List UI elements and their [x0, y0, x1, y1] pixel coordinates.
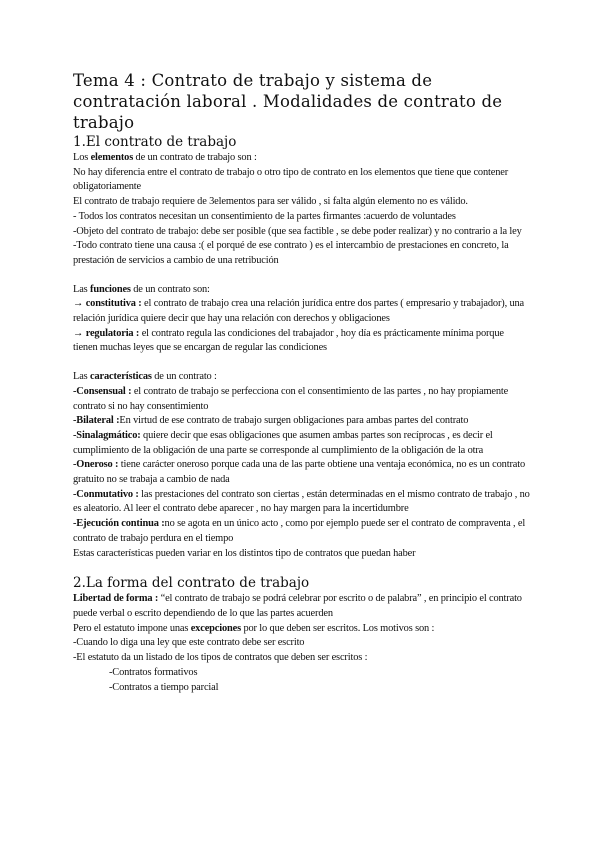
- characteristic-item: -Sinalagmático: quiere decir que esas obligaciones que asumen ambas partes son recíprocas , es decir el cumplimiento de la obligación de una parte se corresponde al cumplimiento de la obligación de la otra: [73, 429, 493, 456]
- functions-intro: Las funciones de un contrato son:: [73, 283, 210, 295]
- paragraph: - Todos los contratos necesitan un consentimiento de la partes firmantes :acuerdo de voluntades: [73, 210, 456, 222]
- exceptions-intro: Pero el estatuto impone unas excepciones por lo que deben ser escritos. Los motivos son :: [73, 622, 435, 634]
- contract-type-item: -Contratos formativos: [109, 666, 198, 678]
- characteristic-item: -Consensual : el contrato de trabajo se perfecciona con el consentimiento de las partes , no hay propiamente contrato si no hay consentimiento: [73, 385, 509, 412]
- paragraph: -Objeto del contrato de trabajo: debe ser posible (que sea factible , se debe poder realizar) y no contrario a la ley: [73, 225, 522, 237]
- characteristic-item: -Conmutativo : las prestaciones del contrato son ciertas , están determinadas en el mismo contrato de trabajo , no es aleatorio. Al leer el contrato debe aparecer , no hay margen para la incertidumbre: [73, 488, 530, 515]
- section-2-heading: 2.La forma del contrato de trabajo: [73, 575, 310, 592]
- elements-intro: Los elementos de un contrato de trabajo son :: [73, 152, 257, 163]
- characteristic-item: -Ejecución continua :no se agota en un único acto , como por ejemplo puede ser el contrato de compraventa , el contrato de trabajo perdura en el tiempo: [73, 518, 526, 544]
- function-item: → regulatoria : el contrato regula las condiciones del trabajador , hoy día es prácticamente mínima porque tienen muchas leyes que se encargan de regular las condiciones: [73, 327, 504, 354]
- reason-item: -Cuando lo diga una ley que este contrato debe ser escrito: [73, 637, 305, 649]
- reason-item: -El estatuto da un listado de los tipos de contratos que deben ser escritos :: [73, 652, 368, 664]
- characteristic-item: -Oneroso : tiene carácter oneroso porque cada una de las parte obtiene una ventaja económica, no es un contrato gratuito no se trabaja a cambio de nada: [73, 459, 525, 486]
- paragraph: El contrato de trabajo requiere de 3elementos para ser válido , si falta algún elemento no es válido.: [73, 196, 468, 208]
- document-title: Tema 4 : Contrato de trabajo y sistema de contratación laboral . Modalidades de contrato de trabajo: [73, 71, 503, 132]
- freedom-of-form: Libertad de forma : “el contrato de trabajo se podrá celebrar por escrito o de palabra” , en principio el contrato puede verbal o escrito dependiendo de lo que las partes acuerden: [73, 593, 522, 619]
- paragraph: -Todo contrato tiene una causa :( el porqué de ese contrato ) es el intercambio de prestaciones en concreto, la prestación de servicios a cambio de una retribución: [73, 240, 509, 266]
- paragraph: No hay diferencia entre el contrato de trabajo o otro tipo de contrato en los elementos que tiene que contener obligatoriamente: [73, 166, 509, 193]
- section-1-heading: 1.El contrato de trabajo: [73, 134, 237, 150]
- contract-type-item: -Contratos a tiempo parcial: [109, 681, 219, 693]
- characteristics-intro: Las características de un contrato :: [73, 371, 217, 383]
- characteristics-closing: Estas características pueden variar en los distintos tipo de contratos que puedan haber: [73, 547, 416, 559]
- characteristic-item: -Bilateral :En virtud de ese contrato de trabajo surgen obligaciones para ambas partes del contrato: [73, 415, 469, 427]
- function-item: → constitutiva : el contrato de trabajo crea una relación jurídica entre dos partes ( empresario y trabajador), una relación jurídica quiere decir que hay una relación con derechos y obligaciones: [73, 298, 525, 325]
